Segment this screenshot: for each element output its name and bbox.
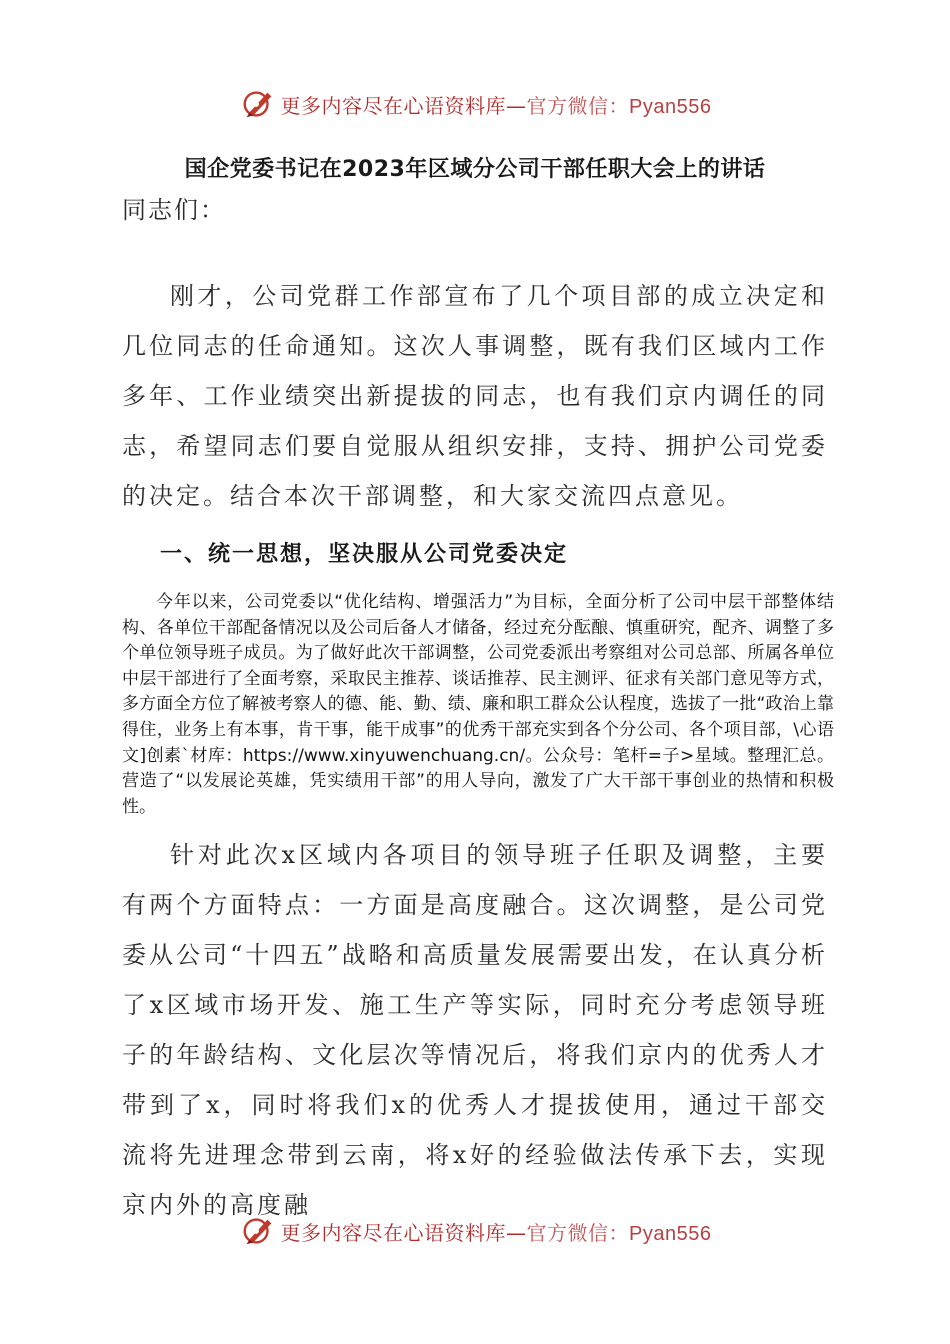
paragraph-3: 针对此次x区域内各项目的领导班子任职及调整，主要有两个方面特点：一方面是高度融合。这次调整，是公司党委从公司“十四五”战略和高质量发展需要出发，在认真分析了x区域市场开发、施工生产等实际，同时充分考虑领导班子的年龄结构、文化层次等情况后，将我们京内的优秀人才带到了x，同时将我们x的优秀人才提拔使用，通过干部交流将先进理念带到云南，将x好的经验做法传承下去，实现京内外的高度融 — [122, 841, 828, 1219]
banner-main-text: 更多内容尽在心语资料库 — [280, 93, 507, 118]
banner-wechat-id: Pyan556 — [629, 95, 712, 118]
banner-main-text: 更多内容尽在心语资料库 — [280, 1220, 507, 1245]
banner-wechat-label: 官方微信： — [526, 1220, 630, 1245]
pen-logo-icon — [239, 1212, 277, 1250]
banner-wechat-id: Pyan556 — [629, 1222, 712, 1245]
section-heading-1: 一、统一思想，坚决服从公司党委决定 — [160, 542, 569, 567]
banner-text — [281, 1217, 712, 1246]
greeting: 同志们： — [122, 196, 226, 224]
header-banner — [0, 82, 950, 126]
banner-dash: — — [506, 1220, 527, 1245]
pen-logo-icon — [239, 85, 277, 123]
banner-text — [281, 90, 712, 119]
footer-banner — [0, 1209, 950, 1253]
banner-dash: — — [506, 93, 527, 118]
paragraph-2: 今年以来，公司党委以“优化结构、增强活力”为目标，全面分析了公司中层干部整体结构、各单位干部配备情况以及公司后备人才储备，经过充分酝酿、慎重研究，配齐、调整了多个单位领导班子成员。为了做好此次干部调整，公司党委派出考察组对公司总部、所属各单位中层干部进行了全面考察，采取民主推荐、谈话推荐、民主测评、征求有关部门意见等方式，多方面全方位了解被考察人的德、能、勤、绩、廉和职工群众公认程度，选拔了一批“政治上靠得住，业务上有本事，肯干事，能干成事”的优秀干部充实到各个分公司、各个项目部，\心语文]创素`材库：https://www.xinyuwenchuang.cn/。公众号：笔杆=子>星域。整理汇总。营造了“以发展论英雄，凭实绩用干部”的用人导向，激发了广大干部干事创业的热情和积极性。 — [122, 592, 834, 817]
document-title: 国企党委书记在2023年区域分公司干部任职大会上的讲话 — [184, 157, 766, 182]
paragraph-1: 刚才，公司党群工作部宣布了几个项目部的成立决定和几位同志的任命通知。这次人事调整，既有我们区域内工作多年、工作业绩突出新提拔的同志，也有我们京内调任的同志，希望同志们要自觉服从组织安排，支持、拥护公司党委的决定。结合本次干部调整，和大家交流四点意见。 — [122, 282, 828, 510]
banner-wechat-label: 官方微信： — [526, 93, 630, 118]
